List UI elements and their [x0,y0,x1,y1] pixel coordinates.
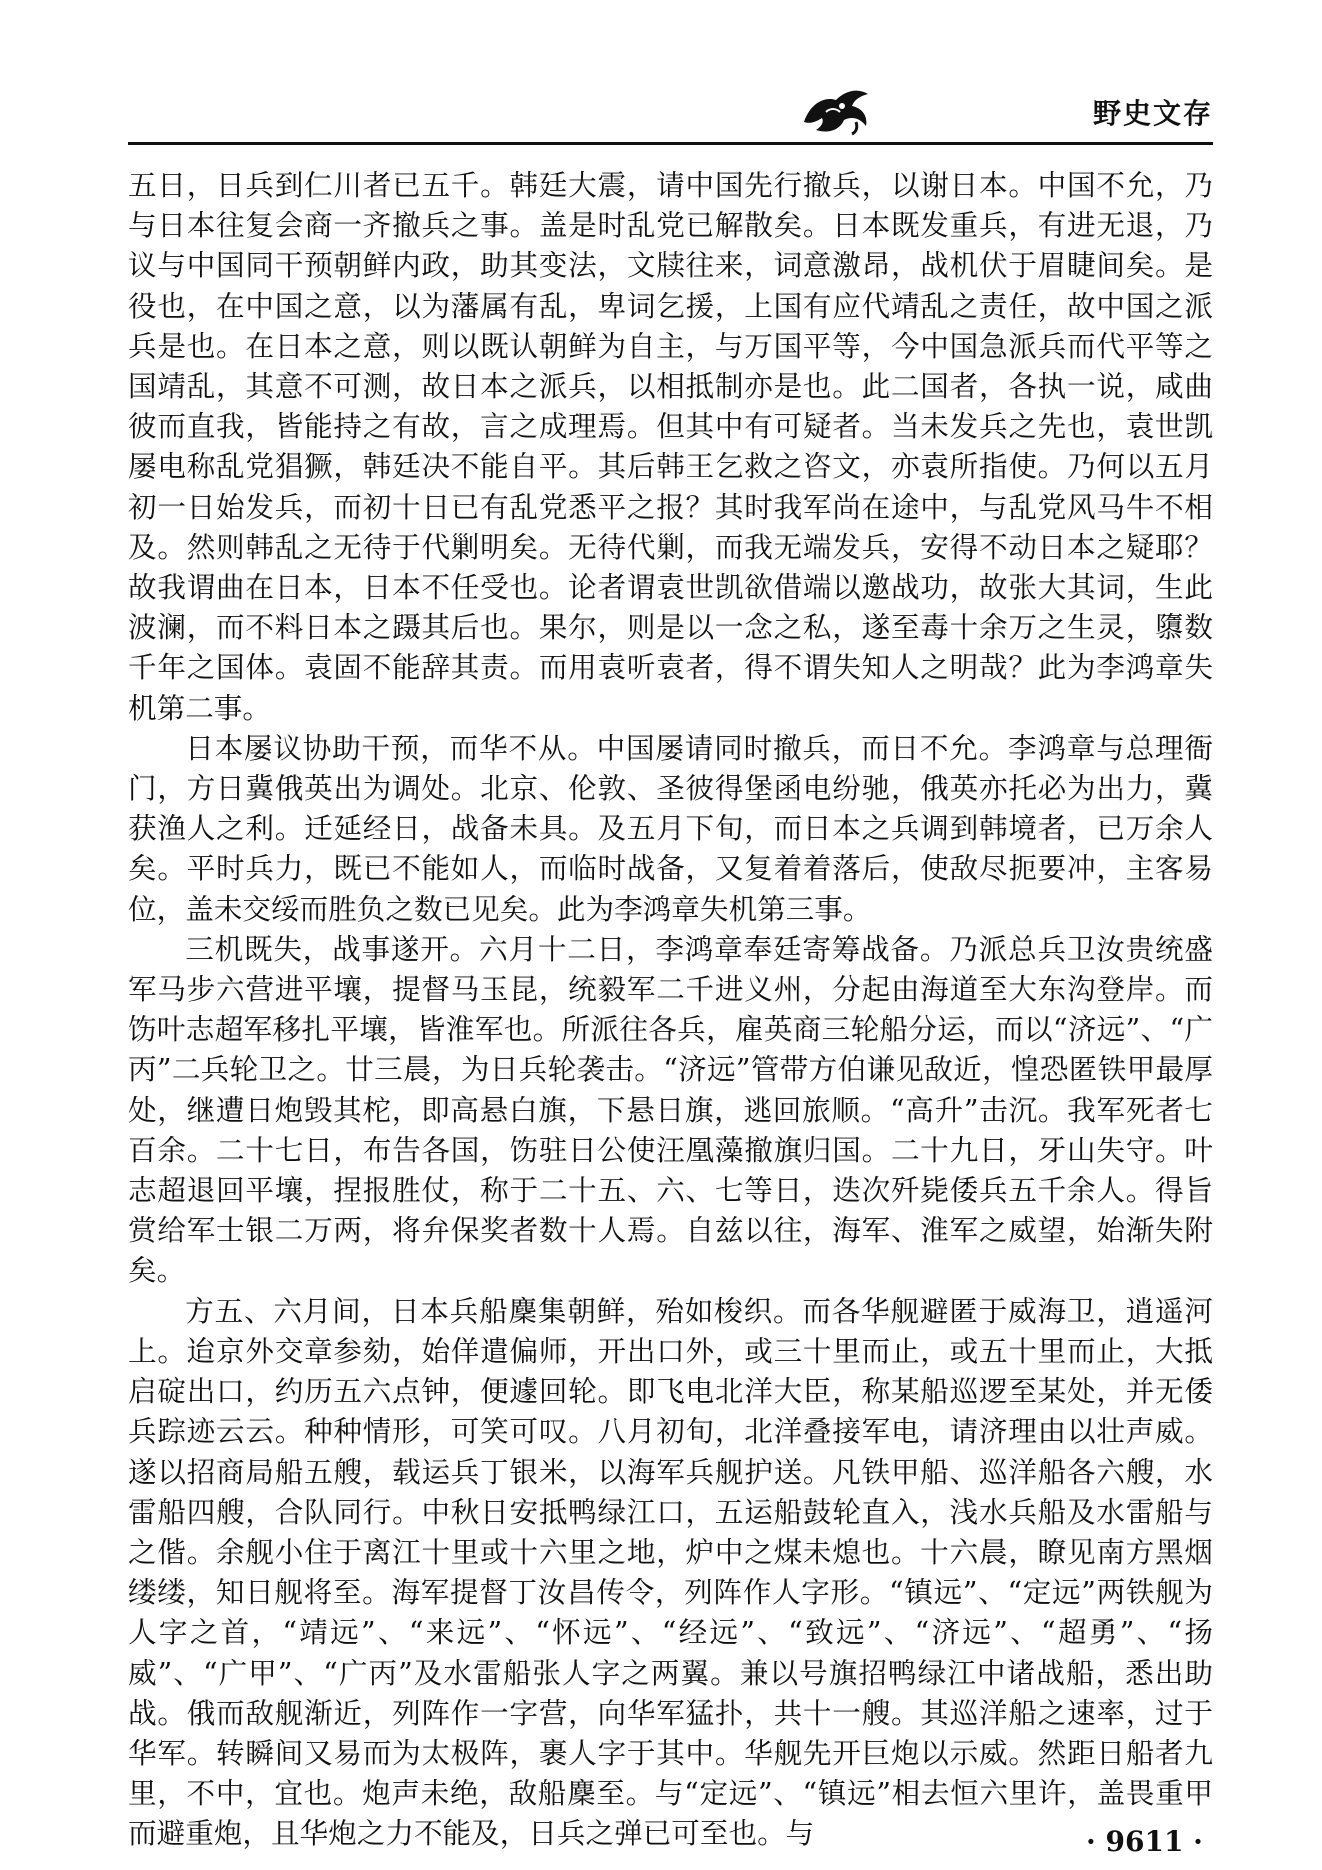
paragraph-4: 方五、六月间，日本兵船麇集朝鲜，殆如梭织。而各华舰避匿于威海卫，逍遥河上。迨京外交章参劾，始佯遣偏师，开出口外，或三十里而止，或五十里而止，大抵启碇出口，约历五六点钟，便遽回轮。即飞电北洋大臣，称某船巡逻至某处，并无倭兵踪迹云云。种种情形，可笑可叹。八月初旬，北洋叠接军电，请济理由以壮声威。遂以招商局船五艘，载运兵丁银米，以海军兵舰护送。凡铁甲船、巡洋船各六艘，水雷船四艘，合队同行。中秋日安抵鸭绿江口，五运船鼓轮直入，浅水兵船及水雷船与之偕。余舰小住于离江十里或十六里之地，炉中之煤未熄也。十六晨，瞭见南方黑烟缕缕，知日舰将至。海军提督丁汝昌传令，列阵作人字形。“镇远”、“定远”两铁舰为人字之首，“靖远”、“来远”、“怀远”、“经远”、“致远”、“济远”、“超勇”、“扬威”、“广甲”、“广丙”及水雷船张人字之两翼。兼以号旗招鸭绿江中诸战船，悉出助战。俄而敌舰渐近，列阵作一字营，向华军猛扑，共十一艘。其巡洋船之速率，过于华军。转瞬间又易而为太极阵，裹人字于其中。华舰先开巨炮以示威。然距日船者九里，不中，宜也。炮声未绝，敌船麇至。与“定远”、“镇远”相去恒六里许，盖畏重甲而避重炮，且华炮之力不能及，日兵之弹已可至也。与 [128,1293,1213,1851]
page-number: · 9611 · [1086,1825,1203,1858]
document-body [128,165,1213,1854]
series-title: 野史文存 [1092,97,1213,130]
dragon-emblem-icon [796,82,876,138]
page-header [128,80,1213,160]
paragraph-2: 日本屡议协助干预，而华不从。中国屡请同时撤兵，而日不允。李鸿章与总理衙门，方日冀俄英出为调处。北京、伦敦、圣彼得堡函电纷驰，俄英亦托必为出力，冀获渔人之利。迁延经日，战备未具。及五月下旬，而日本之兵调到韩境者，已万余人矣。平时兵力，既已不能如人，而临时战备，又复着着落后，使敌尽扼要冲，主客易位，盖未交绥而胜负之数已见矣。此为李鸿章失机第三事。 [128,730,1213,926]
paragraph-1: 五日，日兵到仁川者已五千。韩廷大震，请中国先行撤兵，以谢日本。中国不允，乃与日本往复会商一齐撤兵之事。盖是时乱党已解散矣。日本既发重兵，有进无退，乃议与中国同干预朝鲜内政，助其变法，文牍往来，词意激昂，战机伏于眉睫间矣。是役也，在中国之意，以为藩属有乱，卑词乞援，上国有应代靖乱之责任，故中国之派兵是也。在日本之意，则以既认朝鲜为自主，与万国平等，今中国急派兵而代平等之国靖乱，其意不可测，故日本之派兵，以相抵制亦是也。此二国者，各执一说，咸曲彼而直我，皆能持之有故，言之成理焉。但其中有可疑者。当未发兵之先也，袁世凯屡电称乱党猖獗，韩廷决不能自平。其后韩王乞救之咨文，亦袁所指使。乃何以五月初一日始发兵，而初十日已有乱党悉平之报？其时我军尚在途中，与乱党风马牛不相及。然则韩乱之无待于代剿明矣。无待代剿，而我无端发兵，安得不动日本之疑耶？故我谓曲在日本，日本不任受也。论者谓袁世凯欲借端以邀战功，故张大其词，生此波澜，而不料日本之蹑其后也。果尔，则是以一念之私，遂至毒十余万之生灵，隳数千年之国体。袁固不能辞其责。而用袁听袁者，得不谓失知人之明哉？此为李鸿章失机第二事。 [128,168,1213,725]
paragraph-3: 三机既失，战事遂开。六月十二日，李鸿章奉廷寄筹战备。乃派总兵卫汝贵统盛军马步六营进平壤，提督马玉昆，统毅军二千进义州，分起由海道至大东沟登岸。而饬叶志超军移扎平壤，皆淮军也。所派往各兵，雇英商三轮船分运，而以“济远”、“广丙”二兵轮卫之。廿三晨，为日兵轮袭击。“济远”管带方伯谦见敌近，惶恐匿铁甲最厚处，继遭日炮毁其柁，即高悬白旗，下悬日旗，逃回旅顺。“高升”击沉。我军死者七百余。二十七日，布告各国，饬驻日公使汪凰藻撤旗归国。二十九日，牙山失守。叶志超退回平壤，捏报胜仗，称于二十五、六、七等日，迭次歼毙倭兵五千余人。得旨赏给军士银二万两，将弁保奖者数十人焉。自兹以往，海军、淮军之威望，始渐失附矣。 [128,931,1213,1288]
header-divider [128,142,1213,145]
